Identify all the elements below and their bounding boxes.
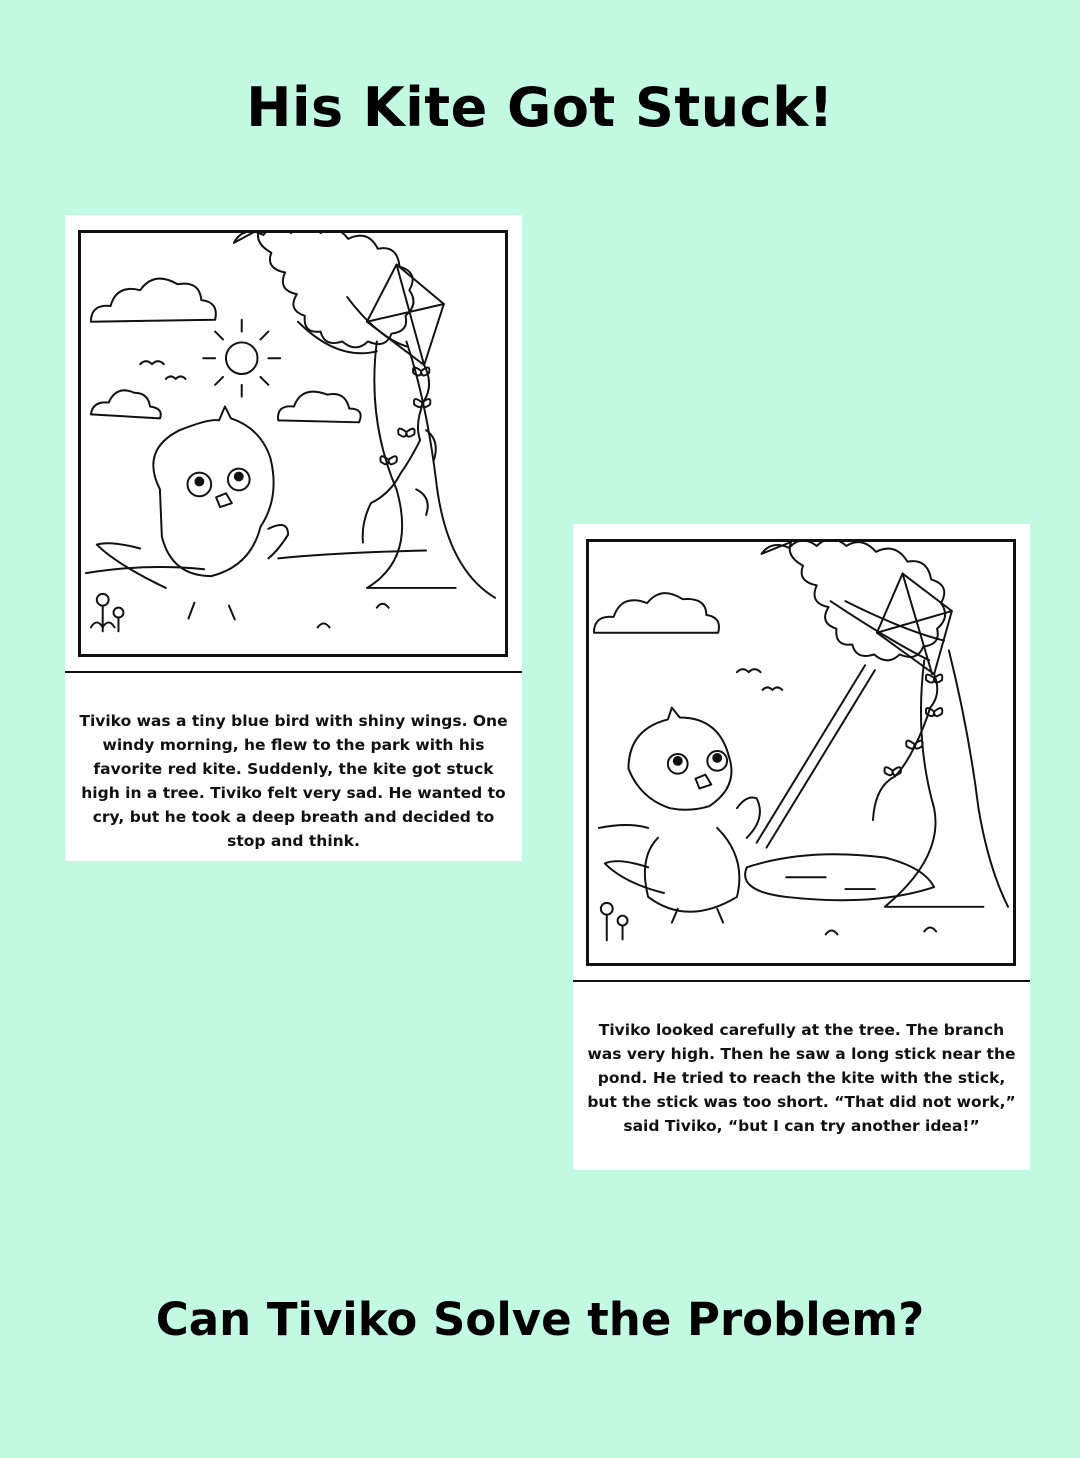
flower-icon [601, 903, 628, 940]
story-text-1: Tiviko was a tiny blue bird with shiny wings. One windy morning, he flew to the park with his favorite red kite. Suddenly, the kite got stuck high in a tree. Tiviko felt very sad. He wanted to cry, but he took a deep breath and decided to stop and think. [79, 712, 508, 850]
cloud-icon [91, 279, 216, 322]
story-card-2 [573, 524, 1030, 1170]
kite-icon [873, 574, 952, 820]
stick-icon [757, 665, 875, 847]
page-title: His Kite Got Stuck! [246, 76, 834, 139]
divider [65, 671, 522, 673]
coloring-illustration-1 [78, 230, 508, 657]
story-card-1 [65, 215, 522, 861]
cloud-icon [91, 390, 161, 418]
tree-icon [762, 542, 1008, 907]
cloud-icon [594, 593, 719, 633]
sun-icon [203, 320, 280, 397]
coloring-illustration-2 [586, 539, 1016, 966]
story-text-2: Tiviko looked carefully at the tree. The branch was very high. Then he saw a long stick near the pond. He tried to reach the kite with the stick, but the stick was too short. “That did not work,” said Tiviko, “but I can try another idea!” [587, 1021, 1016, 1135]
bird-character-icon [605, 708, 760, 923]
divider [573, 980, 1030, 982]
cloud-icon [278, 392, 361, 423]
bird-character-icon [97, 407, 288, 620]
tree-icon [234, 233, 495, 598]
pond-icon [745, 854, 934, 900]
page-subtitle: Can Tiviko Solve the Problem? [155, 1293, 925, 1346]
